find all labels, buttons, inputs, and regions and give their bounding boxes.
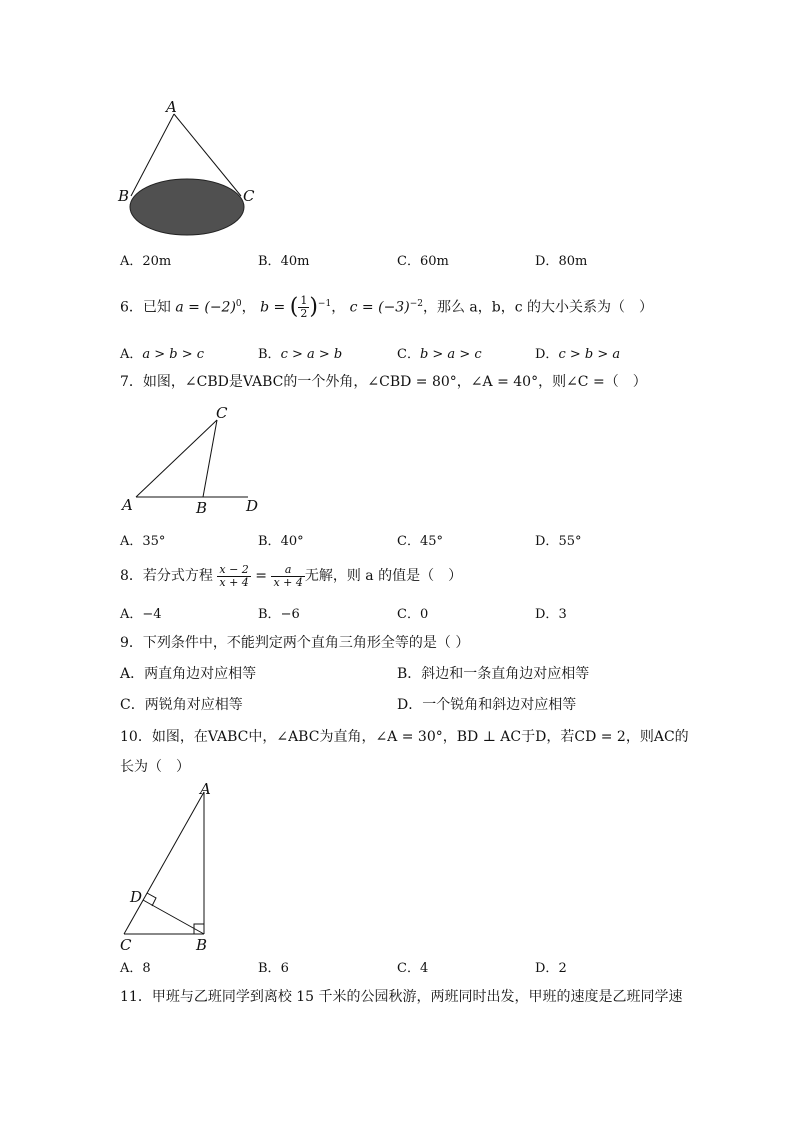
q5-label-b: B <box>118 187 130 205</box>
q11-question: 11．甲班与乙班同学到离校 15 千米的公园秋游，两班同时出发，甲班的速度是乙班同学速 <box>120 989 683 1005</box>
q10-question-line2: 长为（ ） <box>120 759 190 775</box>
q7-label-b: B <box>196 499 208 517</box>
q8-rhs-fraction: $\frac{a}{x + 4}$ <box>273 562 303 589</box>
q6-option-b: B．c > a > b <box>258 347 343 362</box>
q10-label-c: C <box>120 936 132 954</box>
q8-option-a: A．−4 <box>120 607 162 622</box>
q5-figure <box>110 96 270 246</box>
q10-label-d: D <box>130 888 143 906</box>
q7-label-c: C <box>216 404 228 422</box>
q7-figure <box>118 400 278 518</box>
q10-figure <box>112 778 222 956</box>
q6-option-d: D．c > b > a <box>535 347 621 362</box>
q7-label-d: D <box>246 497 259 515</box>
q8-lhs-fraction: $\frac{x - 2}{x + 4}$ <box>219 562 249 589</box>
q5-ellipse <box>130 179 244 235</box>
q8-option-c: C．0 <box>397 607 429 622</box>
q9-option-c: C．两锐角对应相等 <box>120 697 243 713</box>
q5-option-a: A．20m <box>120 254 172 269</box>
q5-label-c: C <box>243 187 255 205</box>
q10-question-line1: 10．如图，在VABC中，∠ABC为直角，∠A = 30°，BD ⊥ AC于D，若CD = 2，则AC的 <box>120 729 689 745</box>
q7-option-d: D．55° <box>535 534 582 549</box>
q10-option-a: A．8 <box>120 961 151 976</box>
q9-option-b: B．斜边和一条直角边对应相等 <box>397 666 590 682</box>
q5-option-b: B．40m <box>258 254 310 269</box>
q8-option-d: D．3 <box>535 607 567 622</box>
q10-label-a: A <box>200 780 211 798</box>
q7-question: 7．如图，∠CBD是VABC的一个外角，∠CBD = 80°，∠A = 40°，则∠C =（ ） <box>120 374 647 390</box>
q10-option-d: D．2 <box>535 961 567 976</box>
q10-option-b: B．6 <box>258 961 289 976</box>
q5-label-a: A <box>166 98 177 116</box>
q7-option-a: A．35° <box>120 534 166 549</box>
q10-label-b: B <box>196 936 208 954</box>
q8-option-b: B．−6 <box>258 607 300 622</box>
q6-question: 6．已知 $a = (-2)^0$， b = ( $\frac{1}{2}$ )$^{-1}$， $c = (-3)^{-2}$，那么 a，b，c 的大小关系为（ ） <box>120 294 654 321</box>
q10-option-c: C．4 <box>397 961 429 976</box>
q8-question: 8．若分式方程 $\frac{x - 2}{x + 4}$ = $\frac{a}{x + 4}$ 无解，则 a 的值是（ ） <box>120 562 463 589</box>
q5-option-d: D．80m <box>535 254 588 269</box>
q9-question: 9．下列条件中，不能判定两个直角三角形全等的是（ ） <box>120 635 470 651</box>
q7-option-b: B．40° <box>258 534 304 549</box>
q7-label-a: A <box>122 496 133 514</box>
q10-line-ac <box>124 792 204 934</box>
q5-option-c: C．60m <box>397 254 449 269</box>
q10-right-angle-d <box>147 893 156 906</box>
q9-option-d: D．一个锐角和斜边对应相等 <box>397 697 577 713</box>
q9-option-a: A．两直角边对应相等 <box>120 666 257 682</box>
q6-option-c: C．b > a > c <box>397 347 482 362</box>
q6-option-a: A．a > b > c <box>120 347 205 362</box>
q7-option-c: C．45° <box>397 534 443 549</box>
